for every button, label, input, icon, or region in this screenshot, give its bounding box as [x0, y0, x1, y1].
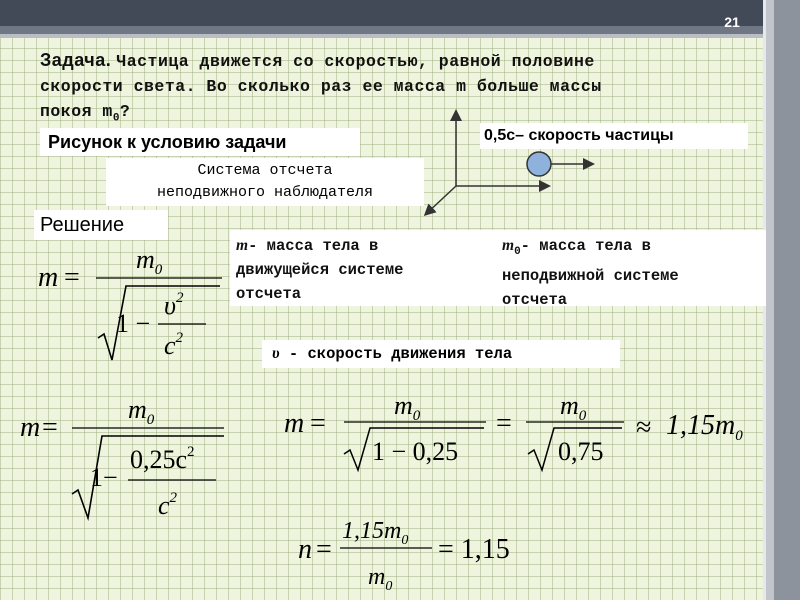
header-stripe-light: [0, 34, 800, 38]
f3-num1: $m_0$: [394, 391, 421, 424]
particle-icon: [527, 152, 551, 176]
formula-1: [34, 240, 224, 365]
formula-4: [296, 508, 536, 594]
f4-eq: =: [316, 534, 332, 565]
definition-m0: [502, 234, 679, 312]
particle-diagram: [520, 148, 600, 182]
side-bar: [774, 0, 800, 600]
f3-result: $1,15m_0$: [666, 410, 743, 444]
def-m0-line2: неподвижной системе: [502, 267, 679, 286]
def-m-symbol: m: [236, 237, 249, 254]
reference-system-line1: Система отсчета: [197, 162, 333, 179]
def-m-line3: отсчета: [236, 285, 302, 303]
f1-frac-den: $c^2$: [164, 330, 184, 360]
def-m-line1: - масса тела в: [248, 237, 379, 255]
problem-line3-sub: 0: [112, 112, 120, 125]
f2-one-minus: 1−: [90, 463, 118, 492]
f1-num: $m_0$: [136, 245, 163, 278]
speed-label: [480, 123, 748, 149]
problem-lead: Задача.: [40, 50, 112, 70]
f3-num2: $m_0$: [560, 391, 587, 424]
problem-line1: Частица движется со скоростью, равной половине: [116, 52, 595, 71]
velocity-text: - скорость движения тела: [279, 345, 513, 363]
formula-3: [282, 384, 772, 474]
problem-line3-suffix: ?: [119, 102, 131, 121]
reference-system-box: [106, 158, 424, 206]
problem-line3-prefix: покоя m: [40, 102, 113, 121]
header-stripe: [0, 26, 800, 34]
f1-frac-num: $\upsilon^2$: [164, 290, 184, 320]
problem-line3: [40, 102, 131, 125]
f4-den: $m_0$: [368, 564, 393, 594]
def-m0-line1: - масса тела в: [520, 237, 651, 255]
problem-statement: [40, 48, 770, 131]
f3-eq: =: [310, 408, 326, 439]
f3-lhs: m: [284, 408, 305, 439]
def-m-line2: движущейся системе: [236, 261, 404, 279]
f2-eq: =: [42, 412, 58, 443]
f4-lhs: n: [298, 534, 312, 565]
speed-label-text: 0,5c– скорость частицы: [484, 127, 674, 144]
f3-den1: 1 − 0,25: [372, 437, 459, 466]
definition-m: [236, 234, 403, 306]
f1-lhs: m: [38, 262, 59, 293]
f2-frac-num: $0,25c^2$: [130, 444, 195, 474]
velocity-symbol: υ: [272, 345, 280, 362]
formula-2: [18, 390, 230, 525]
f2-frac-den: $c^2$: [158, 490, 178, 520]
f2-num: $m_0$: [128, 395, 155, 428]
f3-den2: 0,75: [558, 437, 604, 466]
def-m0-sub: 0: [514, 246, 521, 259]
solution-label: Решение: [34, 210, 168, 240]
reference-system-line2: неподвижного наблюдателя: [156, 184, 374, 201]
figure-label: Рисунок к условию задачи: [40, 128, 360, 156]
velocity-definition: [262, 340, 620, 368]
definitions-box: [230, 230, 766, 310]
f3-eq2: =: [496, 408, 512, 439]
slide-number: 21: [724, 14, 740, 30]
f3-approx: ≈: [636, 412, 652, 443]
f2-lhs: m: [20, 412, 41, 443]
z-axis: [426, 186, 456, 214]
f1-one-minus: 1 −: [116, 309, 151, 338]
f1-eq: =: [64, 262, 80, 293]
f4-eq2: = 1,15: [438, 534, 510, 565]
def-m0-line3: отсчета: [502, 291, 568, 310]
f4-num: $1,15m_0$: [342, 518, 409, 548]
header-bar: [0, 0, 800, 26]
problem-line2: скорости света. Во сколько раз ее масса m больше массы: [40, 77, 602, 96]
def-m0-symbol: m: [502, 237, 515, 254]
